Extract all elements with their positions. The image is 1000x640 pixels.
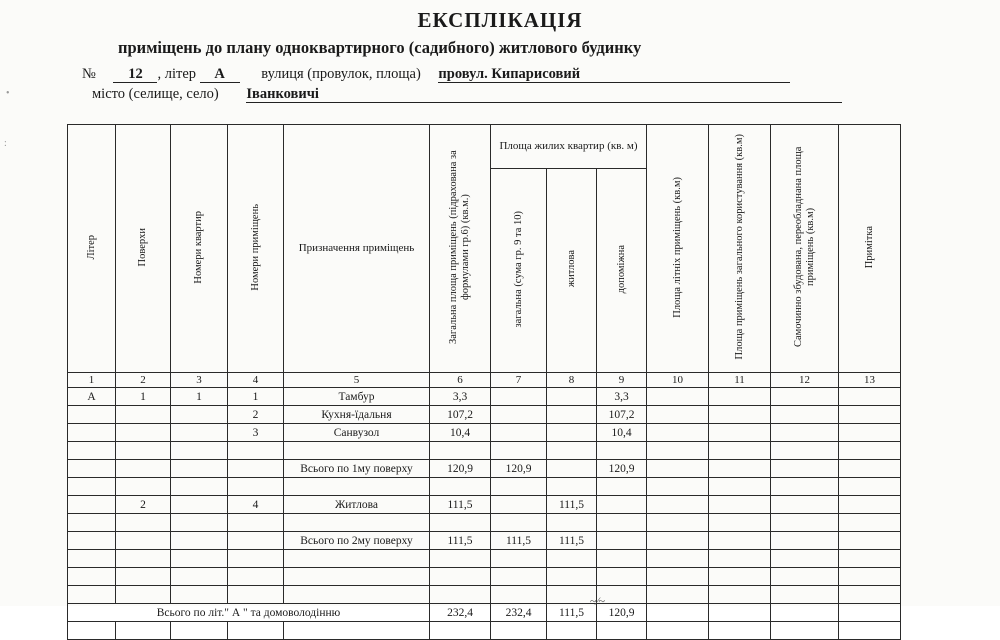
table-cell <box>647 478 709 496</box>
header-cell: Площа приміщень загального користування (кв.м) <box>709 125 771 373</box>
table-cell <box>839 460 901 478</box>
table-cell <box>709 388 771 406</box>
table-cell <box>709 550 771 568</box>
column-number-cell: 9 <box>597 373 647 388</box>
table-cell <box>228 460 284 478</box>
table-cell: Всього по 1му поверху <box>284 460 430 478</box>
table-row <box>68 388 901 406</box>
table-row <box>68 586 901 604</box>
table-cell <box>771 442 839 460</box>
table-cell <box>171 496 228 514</box>
header-cell: загальна (сума гр. 9 та 10) <box>491 169 547 373</box>
table-cell: Всього по 2му поверху <box>284 532 430 550</box>
city-value: Іванковичі <box>246 86 842 103</box>
table-cell <box>709 514 771 532</box>
document-subtitle: приміщень до плану одноквартирного (садибного) житлового будинку <box>118 38 642 57</box>
table-cell <box>597 622 647 640</box>
header-cell: Призначення приміщень <box>284 125 430 373</box>
total-value-cell <box>647 604 709 622</box>
column-number-cell: 2 <box>116 373 171 388</box>
table-cell <box>709 442 771 460</box>
table-cell <box>547 568 597 586</box>
table-cell <box>430 478 491 496</box>
table-cell <box>547 478 597 496</box>
column-number-row <box>68 373 901 388</box>
table-cell <box>839 424 901 442</box>
table-cell <box>647 514 709 532</box>
total-value-cell: 232,4 <box>491 604 547 622</box>
table-cell <box>171 478 228 496</box>
table-cell <box>597 478 647 496</box>
table-cell <box>68 478 116 496</box>
table-cell <box>228 478 284 496</box>
table-cell <box>68 442 116 460</box>
table-row <box>68 622 901 640</box>
table-cell: Житлова <box>284 496 430 514</box>
table-cell <box>284 550 430 568</box>
table-cell <box>430 568 491 586</box>
table-cell <box>547 514 597 532</box>
table-cell <box>647 388 709 406</box>
table-row <box>68 424 901 442</box>
table-cell <box>709 424 771 442</box>
total-value-cell <box>771 604 839 622</box>
table-cell <box>116 460 171 478</box>
table-cell <box>771 586 839 604</box>
header-cell: Площа літніх приміщень (кв.м) <box>647 125 709 373</box>
table-cell <box>228 586 284 604</box>
table-cell <box>116 532 171 550</box>
table-cell <box>771 568 839 586</box>
table-cell <box>491 442 547 460</box>
table-cell <box>171 442 228 460</box>
table-cell <box>116 550 171 568</box>
street-label: вулиця (провулок, площа) <box>261 66 421 82</box>
table-cell <box>68 622 116 640</box>
header-cell: Загальна площа приміщень (підрахована за формулами гр.6) (кв.м.) <box>430 125 491 373</box>
table-cell <box>491 424 547 442</box>
header-row <box>68 125 901 169</box>
table-cell <box>839 496 901 514</box>
table-cell <box>709 496 771 514</box>
table-cell <box>547 622 597 640</box>
column-number-cell: 13 <box>839 373 901 388</box>
city-label: місто (селище, село) <box>92 86 219 102</box>
table-cell: 10,4 <box>597 424 647 442</box>
table-body <box>68 388 901 640</box>
table-cell <box>647 586 709 604</box>
table-cell <box>68 568 116 586</box>
table-cell <box>771 388 839 406</box>
table-cell: 2 <box>228 406 284 424</box>
table-cell <box>171 460 228 478</box>
column-number-cell: 8 <box>547 373 597 388</box>
table-cell <box>771 424 839 442</box>
table-cell <box>839 532 901 550</box>
table-cell <box>839 406 901 424</box>
table-cell: 1 <box>116 388 171 406</box>
table-cell <box>647 550 709 568</box>
table-row <box>68 568 901 586</box>
table-cell <box>171 586 228 604</box>
header-cell: Номери квартир <box>171 125 228 373</box>
table-cell <box>68 406 116 424</box>
table-cell <box>771 532 839 550</box>
column-number-cell: 1 <box>68 373 116 388</box>
table-cell <box>709 478 771 496</box>
table-cell <box>491 478 547 496</box>
table-cell: 3,3 <box>430 388 491 406</box>
table-cell <box>491 568 547 586</box>
table-cell: 3 <box>228 424 284 442</box>
table-cell <box>491 622 547 640</box>
table-cell <box>228 622 284 640</box>
table-cell <box>771 622 839 640</box>
table-cell <box>839 586 901 604</box>
column-numbers <box>68 373 901 388</box>
table-cell <box>647 496 709 514</box>
header-cell: Номери приміщень <box>228 125 284 373</box>
number-label: № <box>82 66 96 82</box>
table-cell <box>839 478 901 496</box>
document-title: ЕКСПЛІКАЦІЯ <box>417 8 583 32</box>
table-cell <box>547 388 597 406</box>
table-cell <box>171 568 228 586</box>
table-row <box>68 442 901 460</box>
table-cell: Санвузол <box>284 424 430 442</box>
table-cell <box>709 622 771 640</box>
table-cell <box>491 514 547 532</box>
table-cell <box>68 424 116 442</box>
table-cell <box>68 550 116 568</box>
table-cell <box>547 586 597 604</box>
table-cell <box>839 514 901 532</box>
table-cell <box>597 514 647 532</box>
table-cell <box>116 514 171 532</box>
table-cell: 10,4 <box>430 424 491 442</box>
table-cell <box>430 550 491 568</box>
table-cell: Кухня-їдальня <box>284 406 430 424</box>
table-cell <box>839 388 901 406</box>
header-group-cell: Площа жилих квартир (кв. м) <box>491 125 647 169</box>
liter-label: , літер <box>157 66 197 82</box>
table-cell <box>68 586 116 604</box>
header-cell: Літер <box>68 125 116 373</box>
column-number-cell: 6 <box>430 373 491 388</box>
table-cell <box>647 424 709 442</box>
table-cell <box>228 550 284 568</box>
table-cell: Тамбур <box>284 388 430 406</box>
table-cell <box>116 568 171 586</box>
table-cell: А <box>68 388 116 406</box>
table-cell <box>771 406 839 424</box>
table-cell <box>228 442 284 460</box>
signature-mark: ~⁄~ <box>590 594 605 608</box>
column-number-cell: 5 <box>284 373 430 388</box>
table-cell: 1 <box>171 388 228 406</box>
table-cell <box>597 532 647 550</box>
table-cell <box>647 460 709 478</box>
table-cell <box>771 514 839 532</box>
table-cell <box>116 406 171 424</box>
table-cell <box>547 406 597 424</box>
table-cell <box>284 568 430 586</box>
table-cell <box>284 622 430 640</box>
table-cell <box>68 532 116 550</box>
table-cell: 4 <box>228 496 284 514</box>
table-cell <box>284 514 430 532</box>
address-line-1 <box>82 66 790 83</box>
table-cell <box>430 586 491 604</box>
table-cell <box>839 550 901 568</box>
table-cell <box>430 442 491 460</box>
table-row <box>68 514 901 532</box>
table-cell <box>491 586 547 604</box>
table-cell <box>284 586 430 604</box>
table-cell <box>709 532 771 550</box>
table-cell <box>228 514 284 532</box>
table-cell: 107,2 <box>597 406 647 424</box>
table-cell <box>709 568 771 586</box>
table-row <box>68 406 901 424</box>
table-cell: 1 <box>228 388 284 406</box>
table-cell <box>597 568 647 586</box>
table-cell: 111,5 <box>430 532 491 550</box>
table-cell <box>116 586 171 604</box>
total-value-cell <box>839 604 901 622</box>
table-cell <box>547 442 597 460</box>
number-value: 12 <box>113 66 157 83</box>
table-cell <box>597 442 647 460</box>
table-cell <box>771 496 839 514</box>
column-number-cell: 4 <box>228 373 284 388</box>
table-cell: 111,5 <box>547 532 597 550</box>
total-value-cell: 232,4 <box>430 604 491 622</box>
header-cell: житлова <box>547 169 597 373</box>
table-cell <box>839 622 901 640</box>
table-cell <box>284 478 430 496</box>
table-cell: 120,9 <box>491 460 547 478</box>
table-cell <box>284 442 430 460</box>
table-cell <box>116 442 171 460</box>
table-cell <box>430 622 491 640</box>
table-cell <box>771 460 839 478</box>
table-row <box>68 478 901 496</box>
table-cell <box>709 460 771 478</box>
table-row <box>68 460 901 478</box>
table-cell <box>116 424 171 442</box>
table-cell: 120,9 <box>430 460 491 478</box>
table-cell <box>491 388 547 406</box>
table-row <box>68 496 901 514</box>
table-cell <box>171 550 228 568</box>
table-cell <box>171 532 228 550</box>
table-cell <box>68 496 116 514</box>
table-cell <box>771 550 839 568</box>
table-cell: 120,9 <box>597 460 647 478</box>
table-cell <box>228 532 284 550</box>
table-cell <box>116 622 171 640</box>
header-cell: Примітка <box>839 125 901 373</box>
table-cell: 3,3 <box>597 388 647 406</box>
address-line-2 <box>92 86 842 103</box>
scan-mark: • <box>6 88 10 99</box>
header-cell: Самочинно збудована, переобладнана площа приміщень (кв.м) <box>771 125 839 373</box>
table-cell <box>547 424 597 442</box>
table-cell <box>647 532 709 550</box>
column-number-cell: 11 <box>709 373 771 388</box>
table-cell <box>709 406 771 424</box>
table-cell <box>647 568 709 586</box>
column-number-cell: 12 <box>771 373 839 388</box>
table-cell <box>709 586 771 604</box>
table-cell <box>171 424 228 442</box>
table-cell: 111,5 <box>547 496 597 514</box>
table-cell <box>647 406 709 424</box>
column-number-cell: 7 <box>491 373 547 388</box>
table-cell <box>171 514 228 532</box>
table-cell <box>228 568 284 586</box>
header-cell: допоміжна <box>597 169 647 373</box>
scan-mark: : <box>4 138 7 149</box>
street-value: провул. Кипарисовий <box>438 66 790 83</box>
table-cell: 2 <box>116 496 171 514</box>
table-cell <box>430 514 491 532</box>
column-number-cell: 3 <box>171 373 228 388</box>
table-cell <box>771 478 839 496</box>
table-row <box>68 532 901 550</box>
table-cell <box>839 442 901 460</box>
total-row <box>68 604 901 622</box>
table-cell <box>647 622 709 640</box>
explication-table <box>67 124 901 640</box>
table-cell: 111,5 <box>430 496 491 514</box>
table-cell <box>68 460 116 478</box>
table-cell <box>68 514 116 532</box>
table-cell <box>839 568 901 586</box>
table-cell <box>491 496 547 514</box>
table-row <box>68 550 901 568</box>
table-cell <box>491 550 547 568</box>
total-value-cell: 120,9 <box>597 604 647 622</box>
table-cell: 111,5 <box>491 532 547 550</box>
table-cell <box>171 622 228 640</box>
table-cell <box>597 496 647 514</box>
table-cell <box>597 550 647 568</box>
table-cell <box>547 460 597 478</box>
liter-value: А <box>200 66 240 83</box>
table-cell <box>491 406 547 424</box>
total-label: Всього по літ." А " та домоволодінню <box>68 604 430 622</box>
table-cell <box>647 442 709 460</box>
header-cell: Поверхи <box>116 125 171 373</box>
column-number-cell: 10 <box>647 373 709 388</box>
total-value-cell <box>709 604 771 622</box>
table-cell <box>547 550 597 568</box>
table-cell <box>171 406 228 424</box>
total-value-cell: 111,5 <box>547 604 597 622</box>
table-cell <box>116 478 171 496</box>
table-cell: 107,2 <box>430 406 491 424</box>
